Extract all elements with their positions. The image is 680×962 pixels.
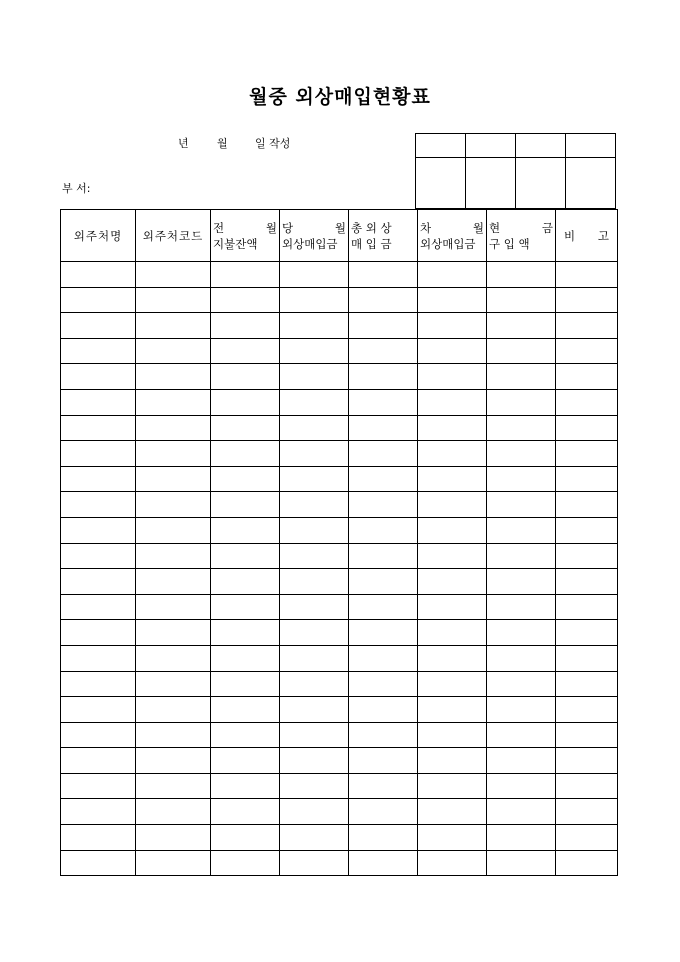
table-cell[interactable]	[136, 825, 211, 851]
table-cell[interactable]	[136, 645, 211, 671]
table-cell[interactable]	[211, 850, 280, 876]
table-cell[interactable]	[349, 262, 418, 288]
table-row	[61, 543, 618, 569]
header-remarks: 비 고	[556, 210, 618, 262]
table-cell[interactable]	[487, 697, 556, 723]
table-cell[interactable]	[349, 594, 418, 620]
table-row	[61, 338, 618, 364]
table-cell[interactable]	[136, 287, 211, 313]
table-row	[61, 364, 618, 390]
month-label: 월	[217, 137, 228, 150]
table-cell[interactable]	[211, 466, 280, 492]
table-cell[interactable]	[418, 313, 487, 339]
table-cell[interactable]	[136, 517, 211, 543]
table-cell[interactable]	[136, 799, 211, 825]
table-cell[interactable]	[280, 338, 349, 364]
table-cell[interactable]	[280, 748, 349, 774]
table-cell[interactable]	[487, 645, 556, 671]
table-cell[interactable]	[349, 492, 418, 518]
header-row	[61, 210, 618, 262]
table-row	[61, 287, 618, 313]
table-cell[interactable]	[487, 569, 556, 595]
table-cell[interactable]	[61, 620, 136, 646]
table-cell[interactable]	[349, 850, 418, 876]
table-cell[interactable]	[418, 799, 487, 825]
table-cell[interactable]	[487, 722, 556, 748]
table-cell[interactable]	[349, 441, 418, 467]
header-cash-purchase: 현 금 구 입 액	[487, 210, 556, 262]
table-row	[61, 262, 618, 288]
table-cell[interactable]	[61, 722, 136, 748]
ledger-body	[61, 262, 618, 876]
table-cell[interactable]	[280, 492, 349, 518]
table-cell[interactable]	[280, 697, 349, 723]
table-cell[interactable]	[61, 441, 136, 467]
approval-title-cell	[516, 134, 566, 158]
table-row	[61, 389, 618, 415]
table-cell[interactable]	[61, 517, 136, 543]
table-cell[interactable]	[349, 773, 418, 799]
table-cell[interactable]	[280, 569, 349, 595]
table-cell[interactable]	[349, 697, 418, 723]
table-cell[interactable]	[487, 594, 556, 620]
table-cell[interactable]	[136, 338, 211, 364]
table-cell[interactable]	[280, 850, 349, 876]
table-cell[interactable]	[280, 313, 349, 339]
table-row	[61, 569, 618, 595]
table-cell[interactable]	[556, 364, 618, 390]
table-cell[interactable]	[211, 825, 280, 851]
table-cell[interactable]	[280, 441, 349, 467]
table-cell[interactable]	[61, 313, 136, 339]
table-cell[interactable]	[136, 543, 211, 569]
table-cell[interactable]	[418, 517, 487, 543]
table-row	[61, 697, 618, 723]
table-cell[interactable]	[280, 620, 349, 646]
table-cell[interactable]	[280, 543, 349, 569]
table-cell[interactable]	[211, 645, 280, 671]
table-cell[interactable]	[61, 645, 136, 671]
table-cell[interactable]	[349, 645, 418, 671]
table-cell[interactable]	[418, 569, 487, 595]
table-cell[interactable]	[280, 825, 349, 851]
table-cell[interactable]	[556, 773, 618, 799]
table-cell[interactable]	[211, 722, 280, 748]
table-cell[interactable]	[556, 338, 618, 364]
table-cell[interactable]	[487, 748, 556, 774]
table-cell[interactable]	[556, 492, 618, 518]
table-cell[interactable]	[349, 569, 418, 595]
table-cell[interactable]	[136, 697, 211, 723]
table-cell[interactable]	[280, 389, 349, 415]
department-label: 부 서:	[62, 182, 91, 195]
table-cell[interactable]	[556, 466, 618, 492]
table-cell[interactable]	[280, 262, 349, 288]
date-line	[178, 135, 290, 151]
table-cell[interactable]	[280, 287, 349, 313]
table-cell[interactable]	[211, 697, 280, 723]
table-row	[61, 517, 618, 543]
table-cell[interactable]	[349, 313, 418, 339]
table-cell[interactable]	[556, 850, 618, 876]
table-cell[interactable]	[556, 748, 618, 774]
table-cell[interactable]	[487, 262, 556, 288]
table-cell[interactable]	[280, 415, 349, 441]
table-cell[interactable]	[418, 389, 487, 415]
table-row	[61, 441, 618, 467]
table-cell[interactable]	[349, 748, 418, 774]
table-cell[interactable]	[211, 313, 280, 339]
table-cell[interactable]	[418, 671, 487, 697]
table-cell[interactable]	[280, 364, 349, 390]
table-cell[interactable]	[418, 441, 487, 467]
table-cell[interactable]	[61, 338, 136, 364]
table-cell[interactable]	[280, 645, 349, 671]
table-cell[interactable]	[349, 364, 418, 390]
table-row	[61, 466, 618, 492]
table-cell[interactable]	[487, 773, 556, 799]
table-cell[interactable]	[61, 671, 136, 697]
table-cell[interactable]	[418, 620, 487, 646]
table-cell[interactable]	[556, 825, 618, 851]
table-cell[interactable]	[349, 517, 418, 543]
table-cell[interactable]	[61, 799, 136, 825]
table-cell[interactable]	[61, 850, 136, 876]
table-cell[interactable]	[556, 722, 618, 748]
table-cell[interactable]	[136, 773, 211, 799]
table-cell[interactable]	[349, 543, 418, 569]
table-cell[interactable]	[61, 389, 136, 415]
table-cell[interactable]	[487, 441, 556, 467]
table-cell[interactable]	[487, 389, 556, 415]
table-cell[interactable]	[487, 415, 556, 441]
table-cell[interactable]	[136, 415, 211, 441]
table-cell[interactable]	[211, 748, 280, 774]
table-cell[interactable]	[280, 799, 349, 825]
table-cell[interactable]	[487, 338, 556, 364]
table-cell[interactable]	[211, 517, 280, 543]
table-cell[interactable]	[136, 389, 211, 415]
table-cell[interactable]	[349, 799, 418, 825]
header-vendor-code: 외주처코드	[136, 210, 211, 262]
table-cell[interactable]	[418, 364, 487, 390]
table-cell[interactable]	[487, 364, 556, 390]
table-cell[interactable]	[136, 620, 211, 646]
approval-header-row	[416, 134, 616, 158]
table-cell[interactable]	[211, 594, 280, 620]
table-cell[interactable]	[349, 338, 418, 364]
table-cell[interactable]	[211, 569, 280, 595]
table-row	[61, 620, 618, 646]
table-row	[61, 671, 618, 697]
table-cell[interactable]	[136, 364, 211, 390]
table-cell[interactable]	[487, 287, 556, 313]
table-cell[interactable]	[280, 466, 349, 492]
approval-title-cell	[416, 134, 466, 158]
table-cell[interactable]	[61, 364, 136, 390]
table-cell[interactable]	[556, 517, 618, 543]
table-row	[61, 645, 618, 671]
table-cell[interactable]	[418, 722, 487, 748]
table-cell[interactable]	[61, 543, 136, 569]
table-cell[interactable]	[418, 543, 487, 569]
table-cell[interactable]	[211, 543, 280, 569]
table-cell[interactable]	[556, 697, 618, 723]
table-cell[interactable]	[418, 338, 487, 364]
table-cell[interactable]	[136, 262, 211, 288]
table-cell[interactable]	[280, 594, 349, 620]
approval-sign-cell[interactable]	[466, 158, 516, 209]
table-row	[61, 313, 618, 339]
table-row	[61, 773, 618, 799]
table-row	[61, 594, 618, 620]
table-cell[interactable]	[280, 773, 349, 799]
table-cell[interactable]	[349, 722, 418, 748]
table-cell[interactable]	[418, 594, 487, 620]
table-cell[interactable]	[556, 645, 618, 671]
table-cell[interactable]	[61, 748, 136, 774]
table-cell[interactable]	[418, 287, 487, 313]
table-cell[interactable]	[556, 389, 618, 415]
table-cell[interactable]	[349, 825, 418, 851]
table-cell[interactable]	[487, 492, 556, 518]
table-cell[interactable]	[211, 620, 280, 646]
table-cell[interactable]	[61, 415, 136, 441]
table-cell[interactable]	[280, 671, 349, 697]
table-cell[interactable]	[61, 773, 136, 799]
table-cell[interactable]	[61, 287, 136, 313]
table-cell[interactable]	[487, 825, 556, 851]
table-cell[interactable]	[211, 492, 280, 518]
table-cell[interactable]	[136, 313, 211, 339]
table-cell[interactable]	[556, 262, 618, 288]
table-cell[interactable]	[349, 389, 418, 415]
table-cell[interactable]	[556, 799, 618, 825]
table-row	[61, 415, 618, 441]
table-cell[interactable]	[280, 517, 349, 543]
table-cell[interactable]	[487, 799, 556, 825]
table-cell[interactable]	[487, 850, 556, 876]
table-cell[interactable]	[487, 543, 556, 569]
header-current-purchase: 당 월 외상매입금	[280, 210, 349, 262]
table-cell[interactable]	[556, 543, 618, 569]
table-cell[interactable]	[61, 569, 136, 595]
table-cell[interactable]	[211, 773, 280, 799]
table-cell[interactable]	[487, 517, 556, 543]
table-cell[interactable]	[487, 466, 556, 492]
table-cell[interactable]	[211, 364, 280, 390]
table-cell[interactable]	[61, 594, 136, 620]
approval-sign-cell[interactable]	[566, 158, 616, 209]
header-vendor-name: 외주처명	[61, 210, 136, 262]
table-cell[interactable]	[280, 722, 349, 748]
table-cell[interactable]	[556, 569, 618, 595]
table-cell[interactable]	[418, 645, 487, 671]
table-cell[interactable]	[556, 441, 618, 467]
table-row	[61, 492, 618, 518]
table-cell[interactable]	[556, 287, 618, 313]
table-cell[interactable]	[136, 671, 211, 697]
table-cell[interactable]	[136, 850, 211, 876]
table-cell[interactable]	[136, 492, 211, 518]
table-cell[interactable]	[61, 697, 136, 723]
approval-title-cell	[566, 134, 616, 158]
table-cell[interactable]	[556, 415, 618, 441]
header-next-purchase: 차 월 외상매입금	[418, 210, 487, 262]
approval-title-cell	[466, 134, 516, 158]
approval-sign-cell[interactable]	[416, 158, 466, 209]
year-label: 년	[178, 137, 189, 150]
table-cell[interactable]	[418, 415, 487, 441]
header-prev-balance: 전 월 지불잔액	[211, 210, 280, 262]
table-row	[61, 850, 618, 876]
table-cell[interactable]	[349, 466, 418, 492]
table-cell[interactable]	[418, 262, 487, 288]
table-cell[interactable]	[136, 466, 211, 492]
table-cell[interactable]	[556, 313, 618, 339]
table-cell[interactable]	[211, 338, 280, 364]
table-cell[interactable]	[418, 697, 487, 723]
table-cell[interactable]	[211, 287, 280, 313]
table-cell[interactable]	[61, 825, 136, 851]
table-cell[interactable]	[556, 594, 618, 620]
table-cell[interactable]	[418, 466, 487, 492]
table-cell[interactable]	[211, 799, 280, 825]
table-cell[interactable]	[487, 313, 556, 339]
table-cell[interactable]	[136, 441, 211, 467]
purchase-ledger-table	[60, 209, 618, 876]
day-label: 일 작성	[255, 137, 291, 150]
table-cell[interactable]	[349, 287, 418, 313]
table-cell[interactable]	[487, 671, 556, 697]
table-cell[interactable]	[349, 671, 418, 697]
table-cell[interactable]	[418, 748, 487, 774]
table-cell[interactable]	[349, 620, 418, 646]
table-row	[61, 825, 618, 851]
table-cell[interactable]	[61, 262, 136, 288]
table-cell[interactable]	[136, 594, 211, 620]
table-cell[interactable]	[211, 415, 280, 441]
table-cell[interactable]	[418, 825, 487, 851]
table-cell[interactable]	[61, 466, 136, 492]
table-cell[interactable]	[418, 850, 487, 876]
table-cell[interactable]	[211, 389, 280, 415]
table-row	[61, 799, 618, 825]
table-row	[61, 748, 618, 774]
table-cell[interactable]	[211, 671, 280, 697]
table-cell[interactable]	[418, 773, 487, 799]
table-cell[interactable]	[211, 262, 280, 288]
table-cell[interactable]	[136, 722, 211, 748]
header-total-purchase: 총 외 상 매 입 금	[349, 210, 418, 262]
approval-sign-cell[interactable]	[516, 158, 566, 209]
document-title: 월중 외상매입현황표	[249, 86, 431, 108]
table-cell[interactable]	[418, 492, 487, 518]
table-cell[interactable]	[136, 748, 211, 774]
approval-sign-row	[416, 158, 616, 209]
table-cell[interactable]	[487, 620, 556, 646]
approval-box	[415, 133, 616, 209]
table-cell[interactable]	[136, 569, 211, 595]
table-cell[interactable]	[61, 492, 136, 518]
table-row	[61, 722, 618, 748]
table-cell[interactable]	[211, 441, 280, 467]
table-cell[interactable]	[556, 620, 618, 646]
table-cell[interactable]	[349, 415, 418, 441]
table-cell[interactable]	[556, 671, 618, 697]
